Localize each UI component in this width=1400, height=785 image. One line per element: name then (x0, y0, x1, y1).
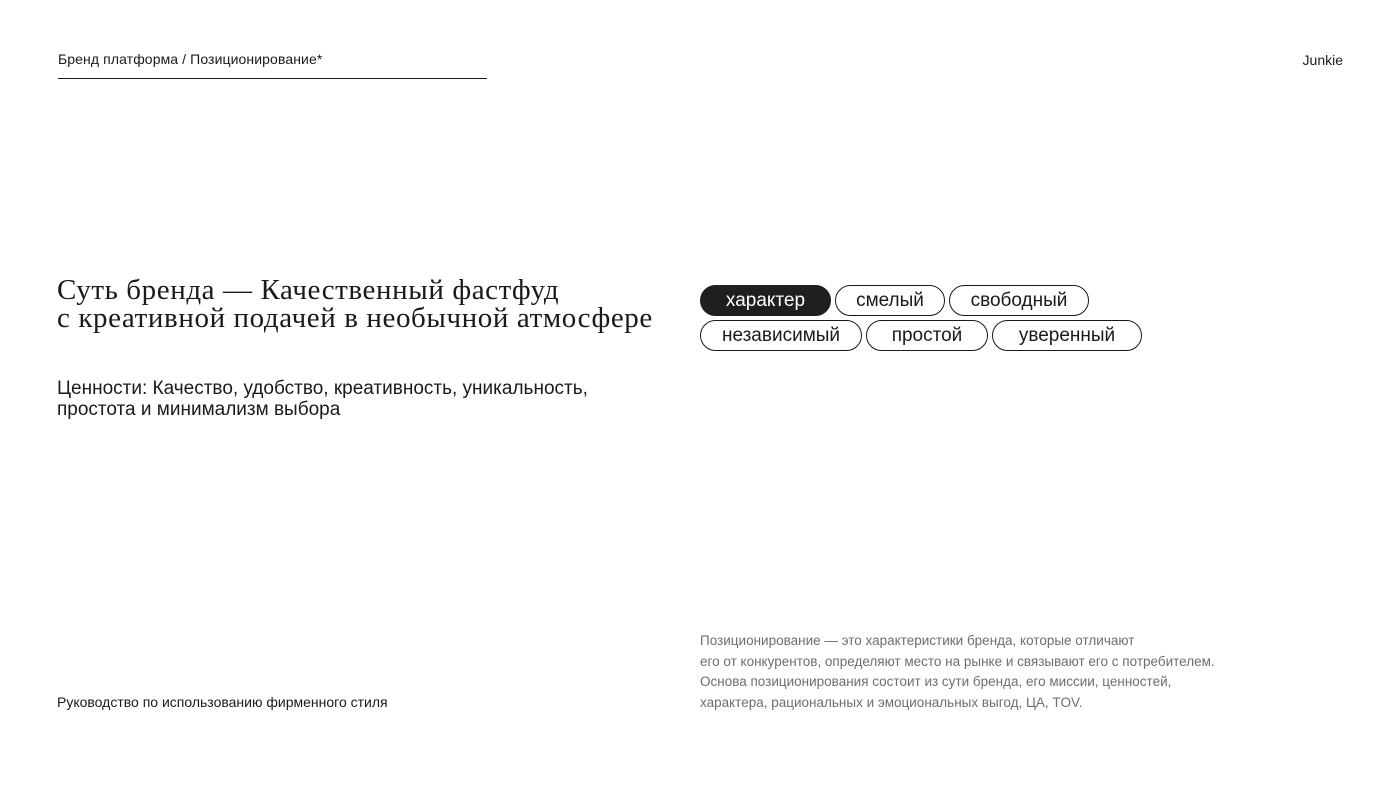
tag-confident: уверенный (992, 320, 1142, 351)
definition-line: его от конкурентов, определяют место на рынке и связывают его с потребителем. (700, 653, 1215, 669)
definition-line: Позиционирование — это характеристики бренда, которые отличают (700, 633, 1135, 648)
tag-independent: независимый (700, 320, 862, 351)
brand-name: Junkie (1302, 52, 1343, 68)
tag-row (700, 285, 1142, 316)
breadcrumb: Бренд платформа / Позиционирование* (58, 50, 487, 79)
tag-bold: смелый (835, 285, 945, 316)
brand-essence-line-1: Суть бренда — Качественный фастфуд (57, 274, 560, 306)
definition-line: Основа позиционирования состоит из сути бренда, его миссии, ценностей, (700, 674, 1172, 689)
tag-free: свободный (949, 285, 1089, 316)
brand-values: Ценности: Качество, удобство, креативность, уникальность, простота и минимализм выбора (57, 378, 588, 420)
positioning-definition (700, 631, 1260, 713)
brand-essence-line-2: с креативной подачей в необычной атмосфере (57, 302, 653, 334)
tag-character: характер (700, 285, 831, 316)
tag-row (700, 320, 1142, 351)
brand-essence-heading (57, 276, 653, 332)
tag-simple: простой (866, 320, 988, 351)
definition-line: характера, рациональных и эмоциональных выгод, ЦА, TOV. (700, 694, 1083, 710)
guide-title: Руководство по использованию фирменного стиля (57, 694, 388, 710)
character-tags (700, 285, 1142, 355)
